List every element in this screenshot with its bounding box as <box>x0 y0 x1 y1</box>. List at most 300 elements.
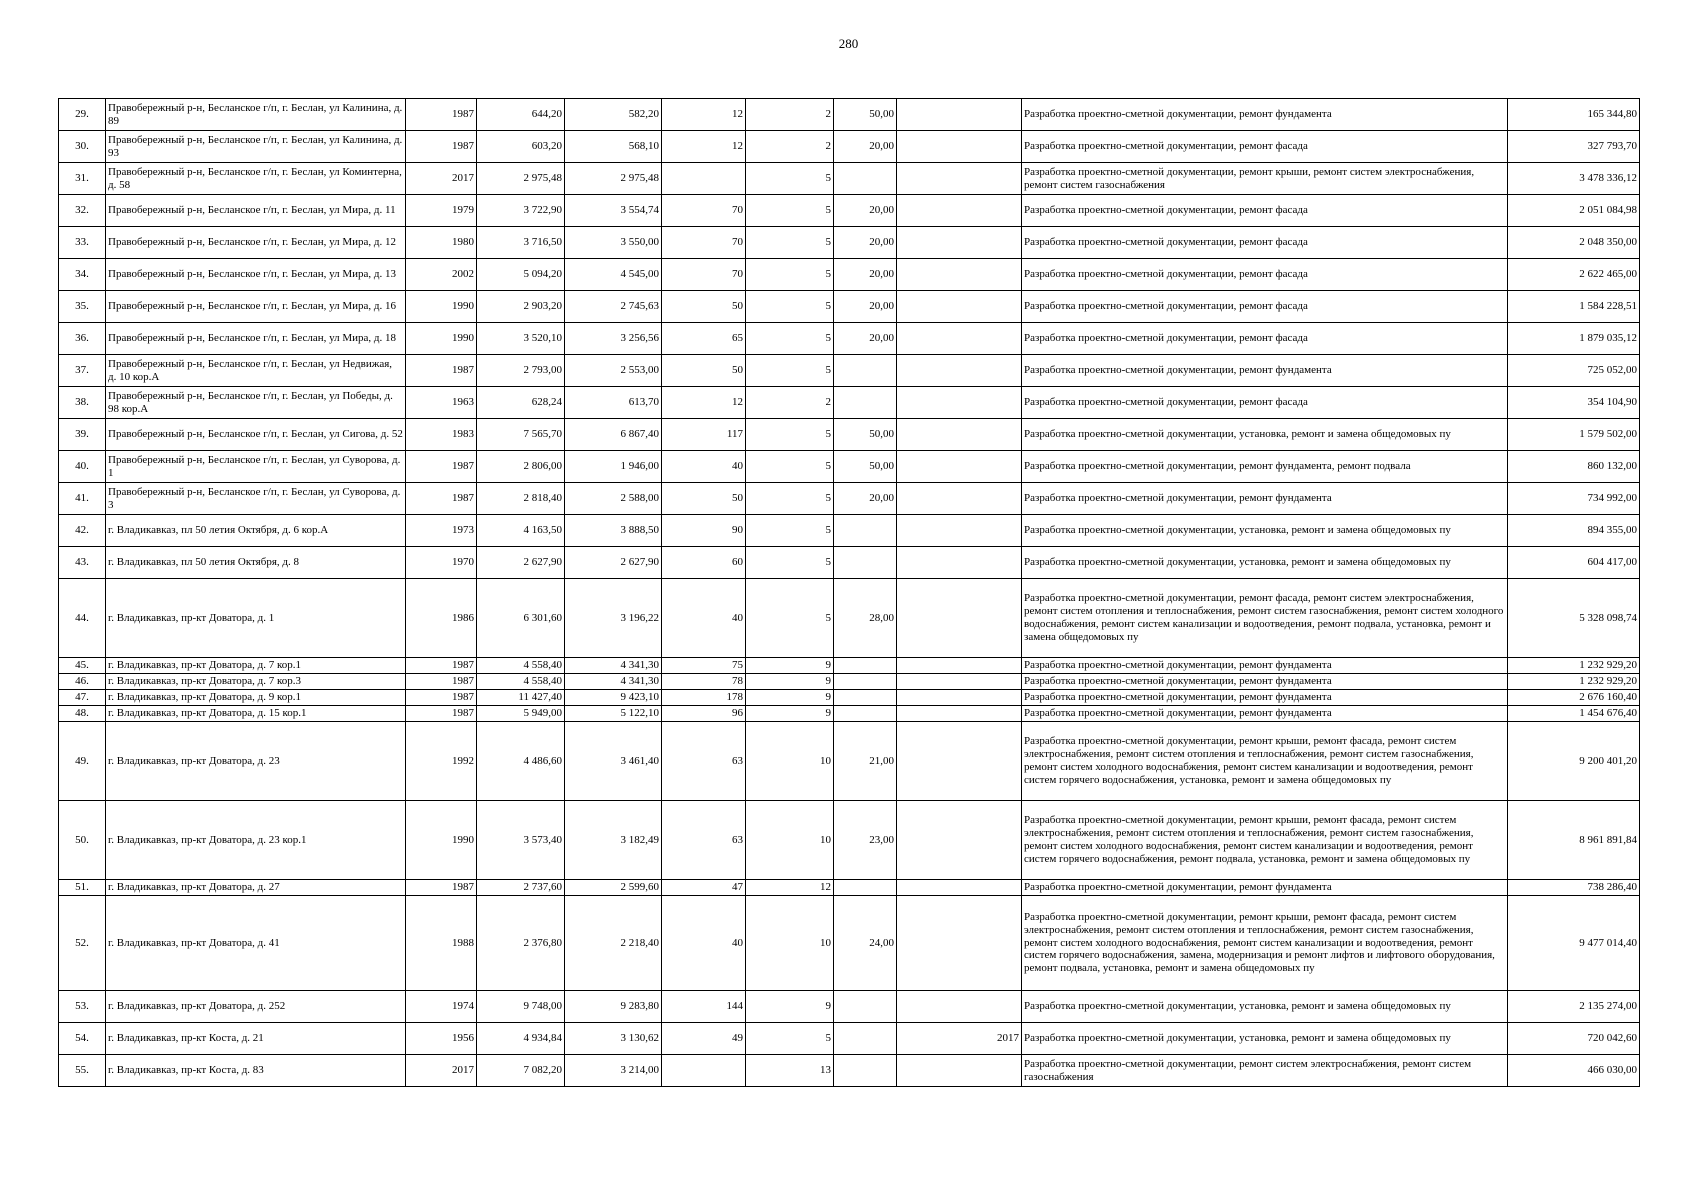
cell-residents-count <box>662 1055 746 1087</box>
cell-living-area: 2 627,90 <box>565 547 662 579</box>
cell-floors-count: 10 <box>746 896 834 991</box>
cell-repair-cost: 1 584 228,51 <box>1508 291 1640 323</box>
cell-last-repair-year <box>897 419 1022 451</box>
cell-repair-cost: 354 104,90 <box>1508 387 1640 419</box>
cell-year-built: 1973 <box>406 515 477 547</box>
cell-wear-percent: 20,00 <box>834 195 897 227</box>
cell-repair-cost: 734 992,00 <box>1508 483 1640 515</box>
cell-year-built: 1987 <box>406 355 477 387</box>
cell-residents-count <box>662 163 746 195</box>
cell-work-types: Разработка проектно-сметной документации, установка, ремонт и замена общедомовых пу <box>1022 515 1508 547</box>
table-row <box>59 387 1640 419</box>
cell-repair-cost: 1 579 502,00 <box>1508 419 1640 451</box>
cell-work-types: Разработка проектно-сметной документации, ремонт крыши, ремонт фасада, ремонт систем электроснабжения, ремонт систем отопления и теплоснабжения, ремонт систем газоснабжения, ремонт систем холодного водоснабжения, ремонт систем канализации и водоотведения, ремонт систем горячего водоснабжения, установка, ремонт и замена общедомовых пу <box>1022 722 1508 801</box>
cell-work-types: Разработка проектно-сметной документации, установка, ремонт и замена общедомовых пу <box>1022 419 1508 451</box>
cell-year-built: 1990 <box>406 291 477 323</box>
cell-wear-percent: 24,00 <box>834 896 897 991</box>
cell-residents-count: 40 <box>662 896 746 991</box>
cell-total-area: 3 520,10 <box>477 323 565 355</box>
cell-wear-percent <box>834 706 897 722</box>
cell-repair-cost: 1 879 035,12 <box>1508 323 1640 355</box>
cell-residents-count: 50 <box>662 483 746 515</box>
table-row <box>59 291 1640 323</box>
cell-year-built: 1963 <box>406 387 477 419</box>
cell-living-area: 3 461,40 <box>565 722 662 801</box>
cell-work-types: Разработка проектно-сметной документации, ремонт фундамента, ремонт подвала <box>1022 451 1508 483</box>
cell-work-types: Разработка проектно-сметной документации, ремонт фасада <box>1022 291 1508 323</box>
cell-row-number: 33. <box>59 227 106 259</box>
cell-wear-percent: 50,00 <box>834 419 897 451</box>
cell-address: Правобережный р-н, Бесланское г/п, г. Беслан, ул Мира, д. 18 <box>106 323 406 355</box>
cell-year-built: 1990 <box>406 801 477 880</box>
cell-total-area: 4 558,40 <box>477 658 565 674</box>
cell-floors-count: 2 <box>746 131 834 163</box>
cell-row-number: 31. <box>59 163 106 195</box>
cell-last-repair-year <box>897 515 1022 547</box>
cell-year-built: 1990 <box>406 323 477 355</box>
cell-repair-cost: 2 676 160,40 <box>1508 690 1640 706</box>
table-row <box>59 323 1640 355</box>
cell-year-built: 1987 <box>406 706 477 722</box>
cell-repair-cost: 738 286,40 <box>1508 880 1640 896</box>
cell-last-repair-year: 2017 <box>897 1023 1022 1055</box>
cell-wear-percent: 50,00 <box>834 451 897 483</box>
cell-address: Правобережный р-н, Бесланское г/п, г. Беслан, ул Недвижая, д. 10 кор.А <box>106 355 406 387</box>
table-body <box>59 99 1640 1087</box>
cell-repair-cost: 894 355,00 <box>1508 515 1640 547</box>
cell-work-types: Разработка проектно-сметной документации, ремонт фундамента <box>1022 483 1508 515</box>
cell-total-area: 603,20 <box>477 131 565 163</box>
cell-floors-count: 5 <box>746 547 834 579</box>
cell-wear-percent <box>834 880 897 896</box>
cell-row-number: 45. <box>59 658 106 674</box>
cell-year-built: 1980 <box>406 227 477 259</box>
cell-row-number: 55. <box>59 1055 106 1087</box>
cell-floors-count: 5 <box>746 323 834 355</box>
cell-last-repair-year <box>897 323 1022 355</box>
cell-living-area: 4 545,00 <box>565 259 662 291</box>
cell-residents-count: 70 <box>662 259 746 291</box>
cell-total-area: 2 818,40 <box>477 483 565 515</box>
cell-living-area: 3 550,00 <box>565 227 662 259</box>
cell-total-area: 5 094,20 <box>477 259 565 291</box>
cell-row-number: 34. <box>59 259 106 291</box>
cell-last-repair-year <box>897 355 1022 387</box>
cell-repair-cost: 9 477 014,40 <box>1508 896 1640 991</box>
cell-floors-count: 9 <box>746 690 834 706</box>
cell-floors-count: 10 <box>746 801 834 880</box>
table-row <box>59 451 1640 483</box>
cell-residents-count: 117 <box>662 419 746 451</box>
cell-residents-count: 12 <box>662 131 746 163</box>
cell-wear-percent <box>834 1023 897 1055</box>
cell-living-area: 5 122,10 <box>565 706 662 722</box>
cell-work-types: Разработка проектно-сметной документации, ремонт фундамента <box>1022 658 1508 674</box>
cell-address: г. Владикавказ, пр-кт Доватора, д. 7 кор.1 <box>106 658 406 674</box>
cell-row-number: 43. <box>59 547 106 579</box>
cell-last-repair-year <box>897 801 1022 880</box>
cell-living-area: 3 182,49 <box>565 801 662 880</box>
cell-floors-count: 9 <box>746 991 834 1023</box>
cell-repair-cost: 725 052,00 <box>1508 355 1640 387</box>
cell-last-repair-year <box>897 579 1022 658</box>
cell-residents-count: 50 <box>662 355 746 387</box>
cell-floors-count: 5 <box>746 579 834 658</box>
cell-living-area: 2 975,48 <box>565 163 662 195</box>
cell-row-number: 29. <box>59 99 106 131</box>
cell-address: г. Владикавказ, пр-кт Коста, д. 83 <box>106 1055 406 1087</box>
cell-floors-count: 2 <box>746 99 834 131</box>
page-number: 280 <box>838 36 859 51</box>
cell-last-repair-year <box>897 163 1022 195</box>
cell-year-built: 1992 <box>406 722 477 801</box>
cell-work-types: Разработка проектно-сметной документации, ремонт фундамента <box>1022 690 1508 706</box>
cell-living-area: 2 745,63 <box>565 291 662 323</box>
cell-last-repair-year <box>897 99 1022 131</box>
table-row <box>59 547 1640 579</box>
cell-residents-count: 144 <box>662 991 746 1023</box>
cell-floors-count: 10 <box>746 722 834 801</box>
cell-repair-cost: 860 132,00 <box>1508 451 1640 483</box>
cell-address: Правобережный р-н, Бесланское г/п, г. Беслан, ул Калинина, д. 89 <box>106 99 406 131</box>
cell-address: г. Владикавказ, пр-кт Доватора, д. 252 <box>106 991 406 1023</box>
cell-address: Правобережный р-н, Бесланское г/п, г. Беслан, ул Суворова, д. 1 <box>106 451 406 483</box>
cell-living-area: 4 341,30 <box>565 674 662 690</box>
cell-row-number: 47. <box>59 690 106 706</box>
cell-work-types: Разработка проектно-сметной документации, ремонт крыши, ремонт систем электроснабжения, ремонт систем газоснабжения <box>1022 163 1508 195</box>
cell-year-built: 1987 <box>406 658 477 674</box>
cell-wear-percent <box>834 515 897 547</box>
cell-work-types: Разработка проектно-сметной документации, ремонт систем электроснабжения, ремонт систем газоснабжения <box>1022 1055 1508 1087</box>
cell-wear-percent <box>834 991 897 1023</box>
cell-address: Правобережный р-н, Бесланское г/п, г. Беслан, ул Калинина, д. 93 <box>106 131 406 163</box>
cell-total-area: 2 975,48 <box>477 163 565 195</box>
cell-last-repair-year <box>897 387 1022 419</box>
cell-total-area: 2 627,90 <box>477 547 565 579</box>
cell-residents-count: 63 <box>662 722 746 801</box>
cell-floors-count: 2 <box>746 387 834 419</box>
cell-living-area: 2 599,60 <box>565 880 662 896</box>
cell-year-built: 1974 <box>406 991 477 1023</box>
cell-last-repair-year <box>897 451 1022 483</box>
table-row <box>59 99 1640 131</box>
table-row <box>59 163 1640 195</box>
cell-row-number: 36. <box>59 323 106 355</box>
table-row <box>59 674 1640 690</box>
cell-wear-percent: 20,00 <box>834 323 897 355</box>
cell-floors-count: 5 <box>746 163 834 195</box>
cell-work-types: Разработка проектно-сметной документации, ремонт фасада, ремонт систем электроснабжения, ремонт систем отопления и теплоснабжения, ремонт систем газоснабжения, ремонт систем холодного водоснабжения, ремонт систем канализации и водоотведения, ремонт подвала, установка, ремонт и замена общедомовых пу <box>1022 579 1508 658</box>
cell-work-types: Разработка проектно-сметной документации, ремонт фасада <box>1022 387 1508 419</box>
cell-wear-percent <box>834 547 897 579</box>
cell-floors-count: 5 <box>746 419 834 451</box>
cell-wear-percent <box>834 163 897 195</box>
cell-row-number: 42. <box>59 515 106 547</box>
cell-living-area: 613,70 <box>565 387 662 419</box>
cell-work-types: Разработка проектно-сметной документации, ремонт фасада <box>1022 227 1508 259</box>
cell-address: г. Владикавказ, пр-кт Коста, д. 21 <box>106 1023 406 1055</box>
table-row <box>59 419 1640 451</box>
cell-row-number: 48. <box>59 706 106 722</box>
cell-residents-count: 65 <box>662 323 746 355</box>
cell-repair-cost: 8 961 891,84 <box>1508 801 1640 880</box>
table-row <box>59 880 1640 896</box>
cell-residents-count: 40 <box>662 579 746 658</box>
cell-total-area: 4 934,84 <box>477 1023 565 1055</box>
cell-work-types: Разработка проектно-сметной документации, ремонт фундамента <box>1022 706 1508 722</box>
cell-row-number: 51. <box>59 880 106 896</box>
cell-year-built: 2017 <box>406 1055 477 1087</box>
cell-floors-count: 5 <box>746 1023 834 1055</box>
table-row <box>59 259 1640 291</box>
cell-repair-cost: 720 042,60 <box>1508 1023 1640 1055</box>
cell-repair-cost: 466 030,00 <box>1508 1055 1640 1087</box>
cell-last-repair-year <box>897 674 1022 690</box>
cell-row-number: 30. <box>59 131 106 163</box>
cell-total-area: 11 427,40 <box>477 690 565 706</box>
cell-address: г. Владикавказ, пр-кт Доватора, д. 27 <box>106 880 406 896</box>
cell-last-repair-year <box>897 722 1022 801</box>
cell-floors-count: 9 <box>746 706 834 722</box>
cell-last-repair-year <box>897 896 1022 991</box>
cell-wear-percent <box>834 690 897 706</box>
cell-year-built: 2017 <box>406 163 477 195</box>
cell-residents-count: 50 <box>662 291 746 323</box>
cell-row-number: 50. <box>59 801 106 880</box>
cell-living-area: 568,10 <box>565 131 662 163</box>
cell-row-number: 35. <box>59 291 106 323</box>
cell-address: г. Владикавказ, пр-кт Доватора, д. 7 кор.3 <box>106 674 406 690</box>
capital-repair-table <box>58 98 1640 1087</box>
cell-repair-cost: 9 200 401,20 <box>1508 722 1640 801</box>
cell-year-built: 1970 <box>406 547 477 579</box>
cell-floors-count: 5 <box>746 195 834 227</box>
cell-last-repair-year <box>897 991 1022 1023</box>
table-row <box>59 722 1640 801</box>
cell-residents-count: 12 <box>662 387 746 419</box>
cell-address: Правобережный р-н, Бесланское г/п, г. Беслан, ул Победы, д. 98 кор.А <box>106 387 406 419</box>
cell-residents-count: 47 <box>662 880 746 896</box>
cell-wear-percent <box>834 658 897 674</box>
cell-total-area: 628,24 <box>477 387 565 419</box>
cell-address: Правобережный р-н, Бесланское г/п, г. Беслан, ул Мира, д. 11 <box>106 195 406 227</box>
cell-work-types: Разработка проектно-сметной документации, ремонт фундамента <box>1022 880 1508 896</box>
cell-wear-percent <box>834 1055 897 1087</box>
cell-year-built: 2002 <box>406 259 477 291</box>
cell-residents-count: 12 <box>662 99 746 131</box>
cell-row-number: 54. <box>59 1023 106 1055</box>
cell-wear-percent <box>834 355 897 387</box>
cell-floors-count: 9 <box>746 674 834 690</box>
table-row <box>59 1023 1640 1055</box>
cell-wear-percent: 50,00 <box>834 99 897 131</box>
cell-residents-count: 70 <box>662 195 746 227</box>
cell-living-area: 2 588,00 <box>565 483 662 515</box>
cell-year-built: 1987 <box>406 880 477 896</box>
cell-last-repair-year <box>897 706 1022 722</box>
cell-total-area: 5 949,00 <box>477 706 565 722</box>
cell-work-types: Разработка проектно-сметной документации, ремонт фундамента <box>1022 355 1508 387</box>
table-row <box>59 1055 1640 1087</box>
cell-wear-percent: 21,00 <box>834 722 897 801</box>
cell-address: Правобережный р-н, Бесланское г/п, г. Беслан, ул Коминтерна, д. 58 <box>106 163 406 195</box>
cell-work-types: Разработка проектно-сметной документации, ремонт фасада <box>1022 323 1508 355</box>
cell-floors-count: 5 <box>746 259 834 291</box>
cell-last-repair-year <box>897 227 1022 259</box>
cell-address: г. Владикавказ, пр-кт Доватора, д. 23 кор.1 <box>106 801 406 880</box>
cell-row-number: 37. <box>59 355 106 387</box>
cell-row-number: 40. <box>59 451 106 483</box>
cell-last-repair-year <box>897 880 1022 896</box>
cell-total-area: 7 565,70 <box>477 419 565 451</box>
cell-row-number: 41. <box>59 483 106 515</box>
cell-address: г. Владикавказ, пр-кт Доватора, д. 9 кор.1 <box>106 690 406 706</box>
cell-address: Правобережный р-н, Бесланское г/п, г. Беслан, ул Мира, д. 12 <box>106 227 406 259</box>
cell-total-area: 9 748,00 <box>477 991 565 1023</box>
cell-total-area: 6 301,60 <box>477 579 565 658</box>
cell-year-built: 1987 <box>406 674 477 690</box>
cell-row-number: 38. <box>59 387 106 419</box>
cell-repair-cost: 327 793,70 <box>1508 131 1640 163</box>
cell-year-built: 1983 <box>406 419 477 451</box>
cell-work-types: Разработка проектно-сметной документации, ремонт фасада <box>1022 131 1508 163</box>
cell-repair-cost: 1 454 676,40 <box>1508 706 1640 722</box>
cell-row-number: 52. <box>59 896 106 991</box>
cell-total-area: 7 082,20 <box>477 1055 565 1087</box>
cell-row-number: 49. <box>59 722 106 801</box>
cell-total-area: 3 716,50 <box>477 227 565 259</box>
table-row <box>59 991 1640 1023</box>
cell-repair-cost: 5 328 098,74 <box>1508 579 1640 658</box>
cell-row-number: 39. <box>59 419 106 451</box>
cell-repair-cost: 2 051 084,98 <box>1508 195 1640 227</box>
cell-residents-count: 60 <box>662 547 746 579</box>
cell-work-types: Разработка проектно-сметной документации, установка, ремонт и замена общедомовых пу <box>1022 1023 1508 1055</box>
cell-living-area: 2 553,00 <box>565 355 662 387</box>
cell-work-types: Разработка проектно-сметной документации, ремонт фундамента <box>1022 99 1508 131</box>
cell-repair-cost: 165 344,80 <box>1508 99 1640 131</box>
cell-residents-count: 49 <box>662 1023 746 1055</box>
cell-row-number: 46. <box>59 674 106 690</box>
cell-living-area: 3 554,74 <box>565 195 662 227</box>
table-row <box>59 131 1640 163</box>
cell-floors-count: 5 <box>746 515 834 547</box>
cell-wear-percent: 20,00 <box>834 291 897 323</box>
cell-last-repair-year <box>897 131 1022 163</box>
table-row <box>59 483 1640 515</box>
table-row <box>59 896 1640 991</box>
cell-row-number: 53. <box>59 991 106 1023</box>
cell-living-area: 9 423,10 <box>565 690 662 706</box>
cell-residents-count: 96 <box>662 706 746 722</box>
cell-wear-percent: 23,00 <box>834 801 897 880</box>
cell-living-area: 3 256,56 <box>565 323 662 355</box>
cell-address: г. Владикавказ, пл 50 летия Октября, д. 6 кор.А <box>106 515 406 547</box>
table-row <box>59 195 1640 227</box>
cell-address: г. Владикавказ, пр-кт Доватора, д. 1 <box>106 579 406 658</box>
table-row <box>59 579 1640 658</box>
cell-repair-cost: 2 622 465,00 <box>1508 259 1640 291</box>
cell-floors-count: 5 <box>746 483 834 515</box>
cell-year-built: 1979 <box>406 195 477 227</box>
cell-wear-percent <box>834 674 897 690</box>
cell-residents-count: 40 <box>662 451 746 483</box>
cell-year-built: 1987 <box>406 99 477 131</box>
cell-floors-count: 5 <box>746 291 834 323</box>
cell-last-repair-year <box>897 483 1022 515</box>
cell-last-repair-year <box>897 291 1022 323</box>
cell-address: г. Владикавказ, пл 50 летия Октября, д. 8 <box>106 547 406 579</box>
cell-repair-cost: 604 417,00 <box>1508 547 1640 579</box>
cell-residents-count: 78 <box>662 674 746 690</box>
cell-work-types: Разработка проектно-сметной документации, установка, ремонт и замена общедомовых пу <box>1022 991 1508 1023</box>
cell-residents-count: 70 <box>662 227 746 259</box>
cell-wear-percent: 28,00 <box>834 579 897 658</box>
table-row <box>59 706 1640 722</box>
table-row <box>59 227 1640 259</box>
cell-total-area: 2 376,80 <box>477 896 565 991</box>
cell-floors-count: 13 <box>746 1055 834 1087</box>
cell-living-area: 2 218,40 <box>565 896 662 991</box>
cell-living-area: 1 946,00 <box>565 451 662 483</box>
cell-year-built: 1987 <box>406 131 477 163</box>
cell-floors-count: 12 <box>746 880 834 896</box>
cell-year-built: 1988 <box>406 896 477 991</box>
cell-repair-cost: 1 232 929,20 <box>1508 674 1640 690</box>
cell-living-area: 3 196,22 <box>565 579 662 658</box>
cell-total-area: 3 573,40 <box>477 801 565 880</box>
cell-last-repair-year <box>897 195 1022 227</box>
cell-repair-cost: 1 232 929,20 <box>1508 658 1640 674</box>
cell-living-area: 6 867,40 <box>565 419 662 451</box>
cell-last-repair-year <box>897 658 1022 674</box>
cell-last-repair-year <box>897 690 1022 706</box>
cell-year-built: 1986 <box>406 579 477 658</box>
cell-total-area: 4 558,40 <box>477 674 565 690</box>
cell-row-number: 44. <box>59 579 106 658</box>
cell-row-number: 32. <box>59 195 106 227</box>
cell-total-area: 2 793,00 <box>477 355 565 387</box>
cell-wear-percent <box>834 387 897 419</box>
cell-living-area: 582,20 <box>565 99 662 131</box>
cell-work-types: Разработка проектно-сметной документации, ремонт крыши, ремонт фасада, ремонт систем электроснабжения, ремонт систем отопления и теплоснабжения, ремонт систем газоснабжения, ремонт систем холодного водоснабжения, ремонт систем канализации и водоотведения, ремонт систем горячего водоснабжения, ремонт подвала, установка, ремонт и замена общедомовых пу <box>1022 801 1508 880</box>
cell-repair-cost: 2 135 274,00 <box>1508 991 1640 1023</box>
cell-total-area: 3 722,90 <box>477 195 565 227</box>
cell-work-types: Разработка проектно-сметной документации, ремонт фасада <box>1022 259 1508 291</box>
table-row <box>59 515 1640 547</box>
cell-residents-count: 178 <box>662 690 746 706</box>
cell-total-area: 4 163,50 <box>477 515 565 547</box>
cell-residents-count: 90 <box>662 515 746 547</box>
cell-address: Правобережный р-н, Бесланское г/п, г. Беслан, ул Мира, д. 13 <box>106 259 406 291</box>
cell-living-area: 9 283,80 <box>565 991 662 1023</box>
table-row <box>59 355 1640 387</box>
cell-year-built: 1987 <box>406 690 477 706</box>
cell-floors-count: 5 <box>746 355 834 387</box>
cell-residents-count: 63 <box>662 801 746 880</box>
cell-wear-percent: 20,00 <box>834 483 897 515</box>
cell-total-area: 644,20 <box>477 99 565 131</box>
cell-address: г. Владикавказ, пр-кт Доватора, д. 15 кор.1 <box>106 706 406 722</box>
cell-living-area: 3 888,50 <box>565 515 662 547</box>
cell-wear-percent: 20,00 <box>834 131 897 163</box>
cell-repair-cost: 3 478 336,12 <box>1508 163 1640 195</box>
cell-total-area: 2 903,20 <box>477 291 565 323</box>
cell-wear-percent: 20,00 <box>834 227 897 259</box>
cell-last-repair-year <box>897 259 1022 291</box>
table-row <box>59 690 1640 706</box>
table-row <box>59 801 1640 880</box>
